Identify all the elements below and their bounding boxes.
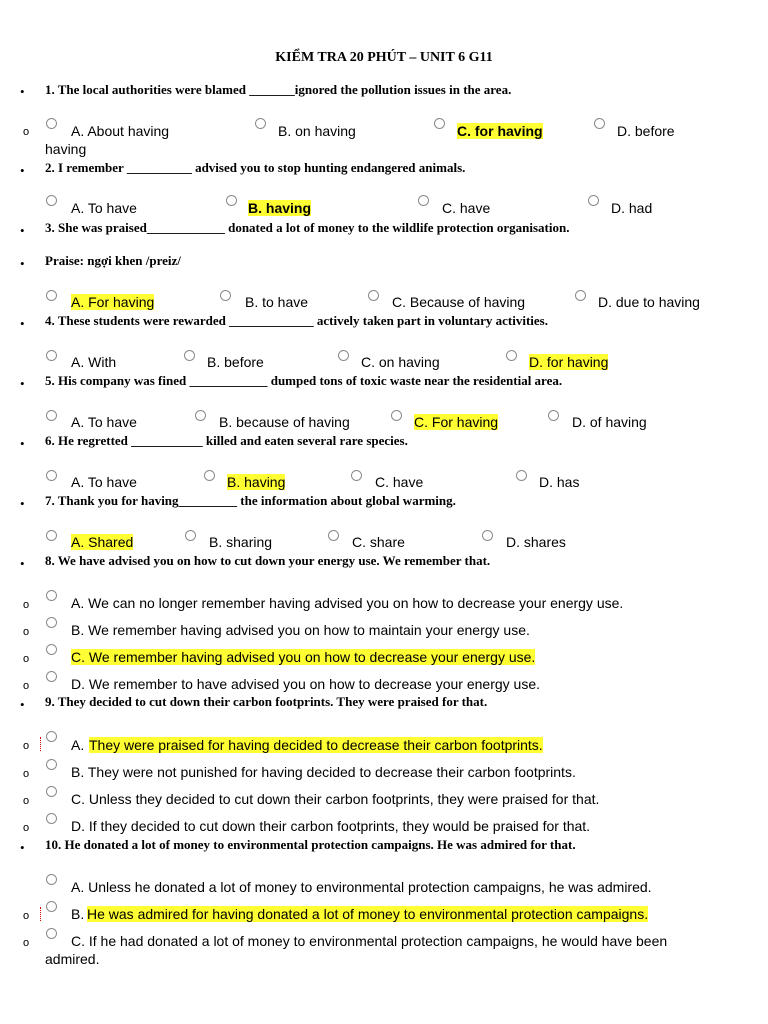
- option-q10-c[interactable]: C. If he had donated a lot of money to environmental protection campaigns, he would have been: [71, 933, 668, 949]
- option-q5-a[interactable]: A. To have: [71, 414, 137, 430]
- option-q1-a[interactable]: A. About having: [71, 123, 170, 139]
- option-q8-b[interactable]: B. We remember having advised you on how to maintain your energy use.: [71, 622, 530, 638]
- radio-q2-d[interactable]: [588, 195, 599, 206]
- radio-q8-c[interactable]: [46, 644, 57, 655]
- radio-q4-c[interactable]: [338, 350, 349, 361]
- radio-q10-b[interactable]: [46, 901, 57, 912]
- option-q1-d-wrap: having: [45, 141, 87, 157]
- bullet: •: [20, 840, 25, 855]
- question-4: 4. These students were rewarded _____________ actively taken part in voluntary activities.: [45, 313, 548, 328]
- bullet: •: [20, 697, 25, 712]
- option-q7-d[interactable]: D. shares: [506, 534, 566, 550]
- option-q3-a[interactable]: A. For having: [71, 294, 155, 310]
- bullet: •: [20, 223, 25, 238]
- question-7: 7. Thank you for having_________ the information about global warming.: [45, 493, 456, 508]
- bullet: •: [20, 496, 25, 511]
- page-title: KIỂM TRA 20 PHÚT – UNIT 6 G11: [275, 50, 493, 65]
- radio-q1-b[interactable]: [255, 118, 266, 129]
- option-q3-d[interactable]: D. due to having: [598, 294, 700, 310]
- radio-q5-a[interactable]: [46, 410, 57, 421]
- bullet: •: [20, 163, 25, 178]
- option-q7-a[interactable]: A. Shared: [71, 534, 134, 550]
- sub-bullet: o: [23, 626, 30, 638]
- radio-q3-d[interactable]: [575, 290, 586, 301]
- radio-q2-c[interactable]: [418, 195, 429, 206]
- option-q1-b[interactable]: B. on having: [278, 123, 356, 139]
- sub-bullet: o: [23, 910, 30, 922]
- radio-q8-d[interactable]: [46, 671, 57, 682]
- radio-q9-d[interactable]: [46, 813, 57, 824]
- option-q5-c[interactable]: C. For having: [414, 414, 499, 430]
- option-q6-c[interactable]: C. have: [375, 474, 424, 490]
- radio-q10-a[interactable]: [46, 874, 57, 885]
- option-q7-c[interactable]: C. share: [352, 534, 405, 550]
- sub-bullet: o: [23, 822, 30, 834]
- red-marker: [40, 907, 42, 921]
- option-q3-b[interactable]: B. to have: [245, 294, 309, 310]
- sub-bullet: o: [23, 680, 30, 692]
- radio-q3-b[interactable]: [220, 290, 231, 301]
- option-q5-d[interactable]: D. of having: [572, 414, 647, 430]
- radio-q9-c[interactable]: [46, 786, 57, 797]
- radio-q5-d[interactable]: [548, 410, 559, 421]
- question-9: 9. They decided to cut down their carbon footprints. They were praised for that.: [45, 694, 488, 709]
- sub-bullet: o: [23, 937, 30, 949]
- option-q1-c[interactable]: C. for having: [457, 123, 543, 139]
- option-q9-b[interactable]: B. They were not punished for having decided to decrease their carbon footprints.: [71, 764, 576, 780]
- radio-q5-b[interactable]: [195, 410, 206, 421]
- question-5: 5. His company was fined ____________ dumped tons of toxic waste near the residential area.: [45, 373, 563, 388]
- radio-q7-d[interactable]: [482, 530, 493, 541]
- option-q4-a[interactable]: A. With: [71, 354, 117, 370]
- question-6: 6. He regretted ___________ killed and eaten several rare species.: [45, 433, 408, 448]
- radio-q4-b[interactable]: [184, 350, 195, 361]
- radio-q4-a[interactable]: [46, 350, 57, 361]
- radio-q9-b[interactable]: [46, 759, 57, 770]
- option-q6-d[interactable]: D. has: [539, 474, 580, 490]
- option-q2-a[interactable]: A. To have: [71, 200, 137, 216]
- radio-q6-c[interactable]: [351, 470, 362, 481]
- option-q9-a[interactable]: They were praised for having decided to decrease their carbon footprints.: [89, 737, 543, 753]
- option-q10-b-letter[interactable]: B.: [71, 906, 85, 922]
- radio-q3-c[interactable]: [368, 290, 379, 301]
- radio-q3-a[interactable]: [46, 290, 57, 301]
- question-10: 10. He donated a lot of money to environmental protection campaigns. He was admired for that.: [45, 837, 576, 852]
- radio-q7-a[interactable]: [46, 530, 57, 541]
- option-q4-b[interactable]: B. before: [207, 354, 264, 370]
- bullet: •: [20, 436, 25, 451]
- radio-q5-c[interactable]: [391, 410, 402, 421]
- question-1: 1. The local authorities were blamed _______ignored the pollution issues in the area.: [45, 82, 512, 97]
- option-q8-d[interactable]: D. We remember to have advised you on how to decrease your energy use.: [71, 676, 540, 692]
- sub-bullet: o: [23, 768, 30, 780]
- option-q10-a[interactable]: A. Unless he donated a lot of money to environmental protection campaigns, he was admired.: [71, 879, 652, 895]
- option-q7-b[interactable]: B. sharing: [209, 534, 273, 550]
- radio-q6-a[interactable]: [46, 470, 57, 481]
- radio-q8-b[interactable]: [46, 617, 57, 628]
- question-2: 2. I remember __________ advised you to stop hunting endangered animals.: [45, 160, 466, 175]
- radio-q6-d[interactable]: [516, 470, 527, 481]
- option-q9-a-letter[interactable]: A.: [71, 737, 85, 753]
- option-q10-b[interactable]: He was admired for having donated a lot of money to environmental protection campaigns.: [87, 906, 649, 922]
- option-q9-c[interactable]: C. Unless they decided to cut down their carbon footprints, they were praised for that.: [71, 791, 600, 807]
- option-q1-d[interactable]: D. before: [617, 123, 675, 139]
- radio-q1-a[interactable]: [46, 118, 57, 129]
- option-q5-b[interactable]: B. because of having: [219, 414, 350, 430]
- bullet: •: [20, 316, 25, 331]
- sub-bullet: o: [23, 740, 30, 752]
- radio-q10-c[interactable]: [46, 928, 57, 939]
- option-q6-b[interactable]: B. having: [227, 474, 286, 490]
- bullet: •: [20, 556, 25, 571]
- option-q8-c[interactable]: C. We remember having advised you on how to decrease your energy use.: [71, 649, 536, 665]
- sub-bullet: o: [23, 599, 30, 611]
- radio-q6-b[interactable]: [204, 470, 215, 481]
- radio-q7-b[interactable]: [185, 530, 196, 541]
- option-q2-b[interactable]: B. having: [248, 200, 312, 216]
- radio-q9-a[interactable]: [46, 731, 57, 742]
- radio-q7-c[interactable]: [328, 530, 339, 541]
- option-q9-d[interactable]: D. If they decided to cut down their carbon footprints, they would be praised for that.: [71, 818, 591, 834]
- vocab-note: Praise: ngợi khen /preiz/: [45, 253, 181, 268]
- sub-bullet: o: [23, 653, 30, 665]
- bullet: •: [20, 376, 25, 391]
- red-marker: [40, 737, 42, 751]
- option-q8-a[interactable]: A. We can no longer remember having advised you on how to decrease your energy use.: [71, 595, 624, 611]
- radio-q1-d[interactable]: [594, 118, 605, 129]
- sub-bullet: o: [23, 126, 30, 138]
- option-q4-d[interactable]: D. for having: [529, 354, 609, 370]
- radio-q1-c[interactable]: [434, 118, 445, 129]
- bullet: •: [20, 256, 25, 271]
- option-q2-d[interactable]: D. had: [611, 200, 653, 216]
- sub-bullet: o: [23, 795, 30, 807]
- question-8: 8. We have advised you on how to cut down your energy use. We remember that.: [45, 553, 491, 568]
- option-q2-c[interactable]: C. have: [442, 200, 491, 216]
- option-q4-c[interactable]: C. on having: [361, 354, 440, 370]
- question-3: 3. She was praised____________ donated a lot of money to the wildlife protection organisation.: [45, 220, 570, 235]
- option-q3-c[interactable]: C. Because of having: [392, 294, 526, 310]
- radio-q4-d[interactable]: [506, 350, 517, 361]
- radio-q2-b[interactable]: [226, 195, 237, 206]
- radio-q2-a[interactable]: [46, 195, 57, 206]
- option-q10-c-wrap: admired.: [45, 951, 100, 967]
- option-q6-a[interactable]: A. To have: [71, 474, 137, 490]
- bullet: •: [20, 84, 25, 99]
- radio-q8-a[interactable]: [46, 590, 57, 601]
